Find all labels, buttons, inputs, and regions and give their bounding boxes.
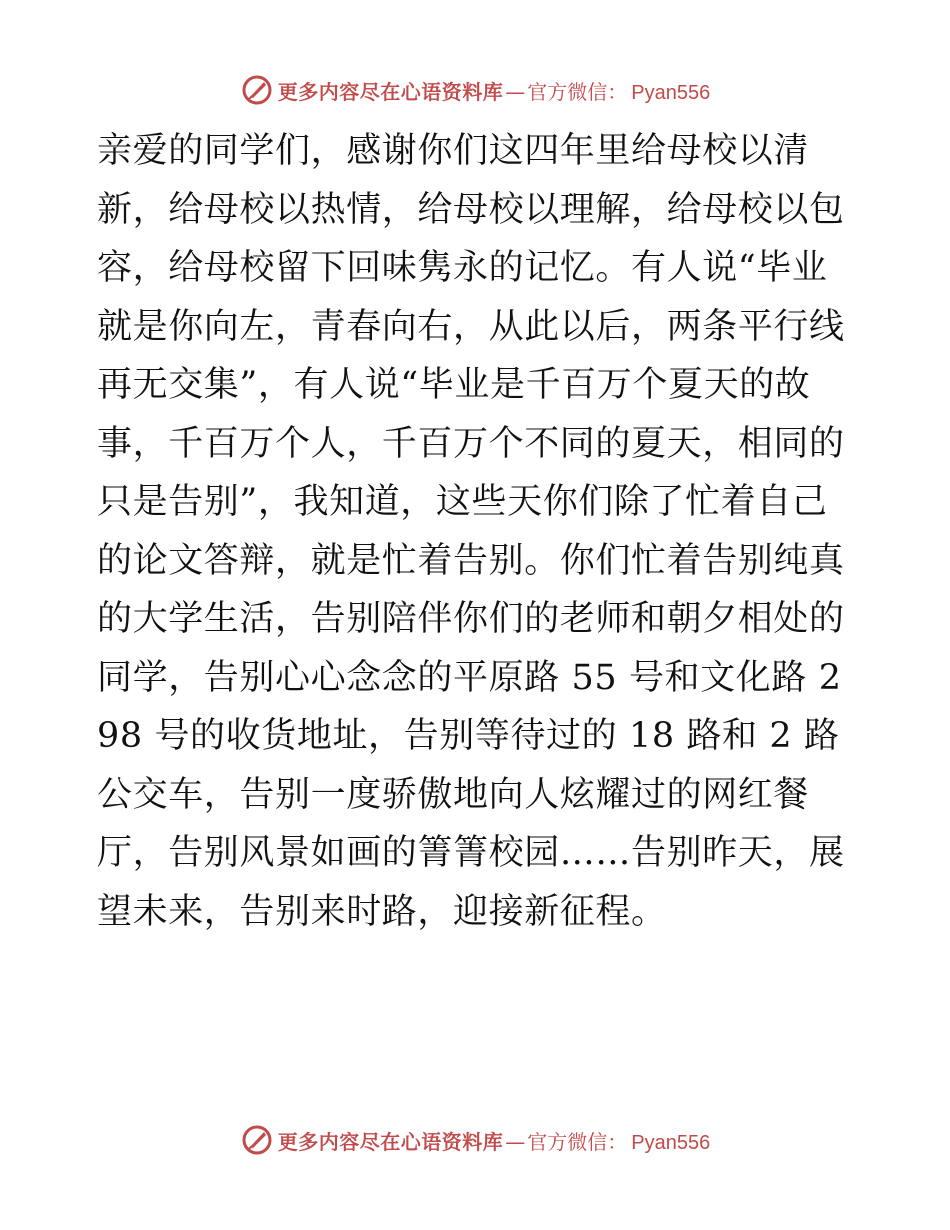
header-wechat-id: Pyan556 — [631, 81, 711, 104]
footer-separator: — — [505, 1129, 526, 1154]
footer-main-text: 更多内容尽在心语资料库 — [277, 1129, 504, 1154]
body-paragraph: 亲爱的同学们，感谢你们这四年里给母校以清新，给母校以热情，给母校以理解，给母校以包容，给母校留下回味隽永的记忆。有人说“毕业就是你向左，青春向右，从此以后，两条平行线再无交集”，有人说“毕业是千百万个夏天的故事，千百万个人，千百万个不同的夏天，相同的只是告别”，我知道，这些天你们除了忙着自己的论文答辩，就是忙着告别。你们忙着告别纯真的大学生活，告别陪伴你们的老师和朝夕相处的同学，告别心心念念的平原路 55 号和文化路 298 号的收货地址，告别等待过的 18 路和 2 路公交车，告别一度骄傲地向人炫耀过的网红餐厅，告别风景如画的箐箐校园……告别昨天，展望未来，告别来时路，迎接新征程。 — [97, 131, 845, 932]
footer-text — [278, 1126, 710, 1155]
page-header — [0, 70, 950, 110]
footer-wechat-label: 官方微信： — [527, 1129, 628, 1154]
header-wechat-label: 官方微信： — [527, 79, 628, 104]
header-main-text: 更多内容尽在心语资料库 — [277, 79, 504, 104]
page-footer — [0, 1120, 950, 1160]
header-separator: — — [505, 79, 526, 104]
header-text — [278, 76, 710, 105]
quill-pen-circle-icon — [240, 73, 274, 107]
footer-wechat-id: Pyan556 — [631, 1131, 711, 1154]
quill-pen-circle-icon — [240, 1123, 274, 1157]
